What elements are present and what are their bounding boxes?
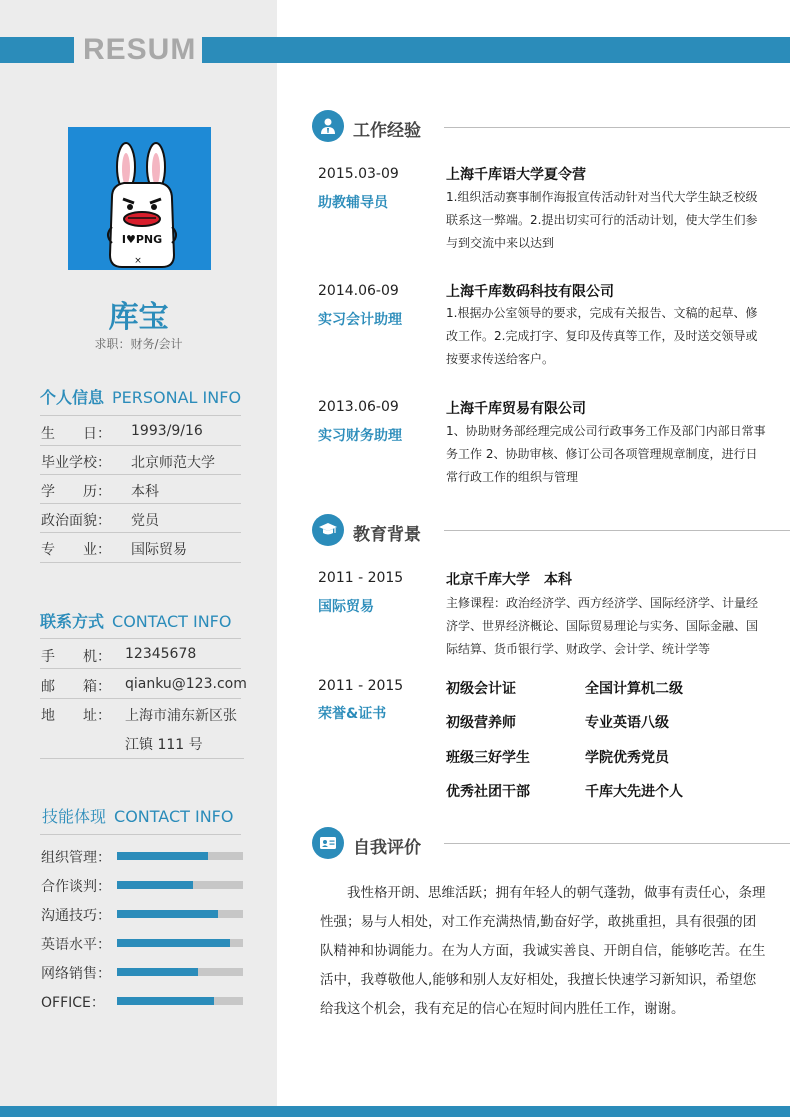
contact-info-title bbox=[40, 609, 231, 632]
skill-bar bbox=[117, 968, 243, 976]
divider bbox=[40, 834, 241, 835]
divider bbox=[444, 843, 790, 844]
work-role: 实习财务助理 bbox=[318, 428, 402, 444]
certificate: 千库大先进个人 bbox=[585, 784, 683, 800]
work-company: 上海千库贸易有限公司 bbox=[446, 401, 586, 417]
work-description: 1.组织活动赛事制作海报宣传活动针对当代大学生缺乏校级联系这一弊端。2.提出切实可行的活动计划，使大学生们参与到交流中来以达到 bbox=[446, 190, 758, 250]
header-bar-left bbox=[0, 37, 74, 63]
contact-row-phone: 手 机： 12345678 bbox=[41, 646, 197, 665]
skill-label: 沟通技巧： bbox=[41, 908, 111, 924]
divider bbox=[444, 127, 790, 128]
skill-label: OFFICE： bbox=[41, 995, 105, 1011]
divider bbox=[40, 445, 241, 446]
skill-bar-fill bbox=[117, 852, 208, 860]
job-objective: 求职：财务/会计 bbox=[94, 337, 183, 351]
divider bbox=[444, 530, 790, 531]
graduation-cap-icon bbox=[312, 514, 344, 546]
honor-title: 荣誉&证书 bbox=[318, 706, 387, 722]
person-name: 库宝 bbox=[108, 300, 169, 335]
info-row-birthday: 生 日： 1993/9/16 bbox=[41, 423, 203, 442]
divider bbox=[40, 532, 241, 533]
personal-info-title-en: PERSONAL INFO bbox=[112, 388, 242, 407]
skill-bar bbox=[117, 997, 243, 1005]
education-date: 2011 - 2015 bbox=[318, 570, 404, 586]
header-bar-right bbox=[202, 37, 790, 63]
skill-bar-fill bbox=[117, 910, 218, 918]
skill-bar-fill bbox=[117, 881, 193, 889]
skill-bar bbox=[117, 939, 243, 947]
work-role: 助教辅导员 bbox=[318, 195, 388, 211]
contact-row-address-line2: 江镇 111 号 bbox=[125, 737, 203, 753]
divider bbox=[40, 638, 241, 639]
work-date: 2014.06-09 bbox=[318, 283, 399, 299]
certificate: 优秀社团干部 bbox=[446, 784, 530, 800]
divider bbox=[40, 698, 241, 699]
contact-row-address: 地 址： 上海市浦东新区张 bbox=[41, 708, 237, 724]
divider bbox=[40, 503, 241, 504]
work-description: 1、协助财务部经理完成公司行政事务工作及部门内部日常事务工作 2、协助审核、修订公司各项管理规章制度，进行日常行政工作的组织与管理 bbox=[446, 424, 766, 484]
work-description: 1.根据办公室领导的要求，完成有关报告、文稿的起草、修改工作。2.完成打字、复印及传真等工作，及时送交领导或按要求传送给客户。 bbox=[446, 306, 758, 366]
footer-bar bbox=[0, 1106, 790, 1117]
skill-bar bbox=[117, 881, 243, 889]
certificate: 初级会计证 bbox=[446, 681, 516, 697]
work-icon bbox=[312, 110, 344, 142]
avatar bbox=[68, 127, 211, 270]
skill-label: 组织管理： bbox=[41, 850, 111, 866]
rabbit-icon bbox=[68, 127, 211, 270]
resume-title: RESUM bbox=[83, 33, 197, 66]
info-row-politics: 政治面貌： 党员 bbox=[41, 513, 159, 529]
divider bbox=[40, 415, 241, 416]
divider bbox=[40, 562, 241, 563]
skills-title bbox=[42, 804, 233, 827]
skill-bar-fill bbox=[117, 968, 198, 976]
certificate: 全国计算机二级 bbox=[585, 681, 683, 697]
avatar-text: I♥PNG bbox=[121, 233, 163, 246]
education-courses: 主修课程：政治经济学、西方经济学、国际经济学、计量经济学、世界经济概论、国际贸易理论与实务、国际金融、国际结算、货币银行学、财政学、会计学、统计学等 bbox=[446, 596, 759, 656]
skill-bar bbox=[117, 910, 243, 918]
skill-label: 合作谈判： bbox=[41, 879, 111, 895]
skills-title-cn: 技能体现 bbox=[42, 807, 107, 826]
certificate: 初级营养师 bbox=[446, 715, 516, 731]
work-date: 2015.03-09 bbox=[318, 166, 399, 182]
info-row-school: 毕业学校： 北京师范大学 bbox=[41, 455, 215, 471]
personal-info-title bbox=[40, 385, 241, 408]
skill-label: 英语水平： bbox=[41, 937, 111, 953]
info-row-major: 专 业： 国际贸易 bbox=[41, 542, 187, 558]
skill-bar bbox=[117, 852, 243, 860]
divider bbox=[40, 758, 244, 759]
svg-text:×: × bbox=[134, 256, 142, 266]
skill-bar-fill bbox=[117, 939, 230, 947]
work-company: 上海千库数码科技有限公司 bbox=[446, 284, 614, 300]
work-role: 实习会计助理 bbox=[318, 312, 402, 328]
education-major: 国际贸易 bbox=[318, 599, 374, 615]
divider bbox=[40, 668, 241, 669]
work-company: 上海千库语大学夏令营 bbox=[446, 167, 586, 183]
contact-row-email: 邮 箱： qianku@123.com bbox=[41, 676, 247, 695]
skill-bar-fill bbox=[117, 997, 214, 1005]
skill-label: 网络销售： bbox=[41, 966, 111, 982]
info-row-degree: 学 历： 本科 bbox=[41, 484, 159, 500]
id-card-icon bbox=[312, 827, 344, 859]
work-section-title: 工作经验 bbox=[353, 121, 421, 141]
contact-info-title-cn: 联系方式 bbox=[40, 612, 105, 631]
contact-info-title-en: CONTACT INFO bbox=[112, 612, 232, 631]
work-date: 2013.06-09 bbox=[318, 399, 399, 415]
self-eval-text: 我性格开朗、思维活跃；拥有年轻人的朝气蓬勃，做事有责任心，条理性强；易与人相处，对工作充满热情,勤奋好学，敢挑重担，具有很强的团队精神和协调能力。在为人方面，我诚实善良、开朗自信，能够吃苦。在生活中，我尊敬他人,能够和别人友好相处，我擅长快速学习新知识，希望您给我这个机会，我有充足的信心在短时间内胜任工作，谢谢。 bbox=[320, 885, 766, 1017]
certificate: 专业英语八级 bbox=[585, 715, 669, 731]
skills-title-en: CONTACT INFO bbox=[114, 807, 234, 826]
certificate: 学院优秀党员 bbox=[585, 750, 669, 766]
personal-info-title-cn: 个人信息 bbox=[40, 388, 105, 407]
education-school: 北京千库大学 本科 bbox=[446, 572, 572, 588]
honor-date: 2011 - 2015 bbox=[318, 678, 404, 694]
divider bbox=[40, 474, 241, 475]
certificate: 班级三好学生 bbox=[446, 750, 530, 766]
self-eval-section-title: 自我评价 bbox=[353, 838, 421, 858]
education-section-title: 教育背景 bbox=[353, 525, 421, 545]
